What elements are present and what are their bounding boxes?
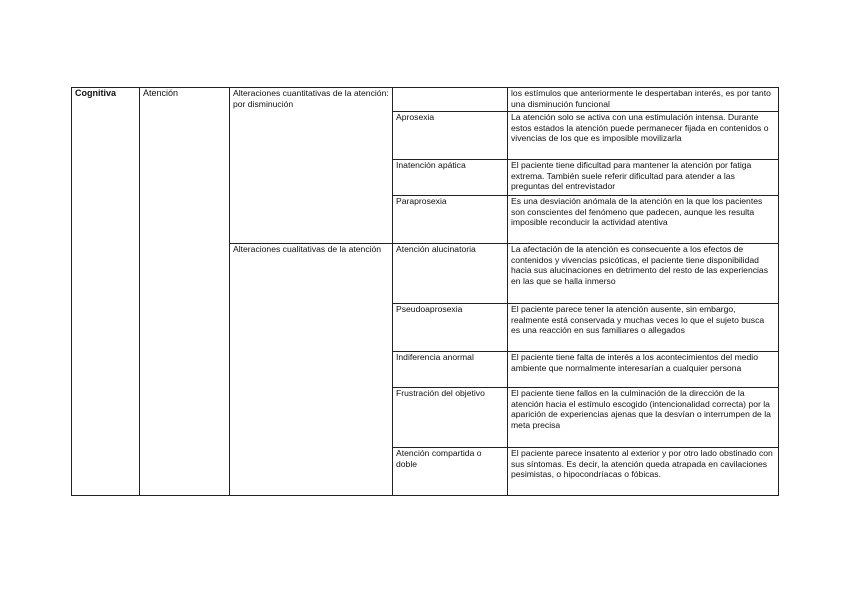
alteration-description-cell: La afectación de la atención es consecuente a los efectos de contenidos y vivencias psicóticas, el paciente tiene disponibilidad hacia sus alucinaciones en detrimento del resto de las experiencias en las que se halla inmerso xyxy=(508,244,779,304)
group-label-qualitative: Alteraciones cualitativas de la atención xyxy=(230,244,393,496)
alteration-type-cell: Inatención apática xyxy=(393,160,508,196)
alteration-description-cell: los estímulos que anteriormente le despertaban interés, es por tanto una disminución funcional xyxy=(508,88,779,112)
alteration-description-cell: El paciente tiene falta de interés a los acontecimientos del medio ambiente que normalmente interesarían a cualquier persona xyxy=(508,352,779,388)
alteration-description-cell: La atención solo se activa con una estimulación intensa. Durante estos estados la atención puede permanecer fijada en contenidos o vivencias de los que es imposible movilizarla xyxy=(508,112,779,160)
alteration-type-cell: Pseudoaprosexia xyxy=(393,304,508,352)
alteration-type-cell: Indiferencia anormal xyxy=(393,352,508,388)
category-cell: Cognitiva xyxy=(72,88,140,496)
alteration-type-cell: Aprosexia xyxy=(393,112,508,160)
alteration-type-cell: Frustración del objetivo xyxy=(393,388,508,448)
alteration-description-cell: Es una desviación anómala de la atención en la que los pacientes son conscientes del fenómeno que padecen, aunque les resulta imposible reconducir la actividad atentiva xyxy=(508,196,779,244)
attention-alterations-table xyxy=(71,87,779,496)
alteration-description-cell: El paciente parece tener la atención ausente, sin embargo, realmente está conservada y muchas veces lo que el sujeto busca es una reacción en sus familiares o allegados xyxy=(508,304,779,352)
alteration-type-cell xyxy=(393,88,508,112)
group-label-quantitative: Alteraciones cuantitativas de la atención: por disminución xyxy=(230,88,393,244)
alteration-type-cell: Atención alucinatoria xyxy=(393,244,508,304)
alteration-description-cell: El paciente tiene fallos en la culminación de la dirección de la atención hacia el estímulo escogido (intencionalidad correcta) por la aparición de experiencias ajenas que la desvían o interrumpen de la meta precisa xyxy=(508,388,779,448)
alteration-description-cell: El paciente tiene dificultad para mantener la atención por fatiga extrema. También suele referir dificultad para atender a las preguntas del entrevistador xyxy=(508,160,779,196)
alteration-type-cell: Atención compartida o doble xyxy=(393,448,508,496)
table-row xyxy=(72,88,779,112)
area-cell: Atención xyxy=(140,88,230,496)
alteration-type-cell: Paraprosexia xyxy=(393,196,508,244)
alteration-description-cell: El paciente parece insatento al exterior y por otro lado obstinado con sus síntomas. Es decir, la atención queda atrapada en cavilaciones pesimistas, o hipocondríacas o fóbicas. xyxy=(508,448,779,496)
